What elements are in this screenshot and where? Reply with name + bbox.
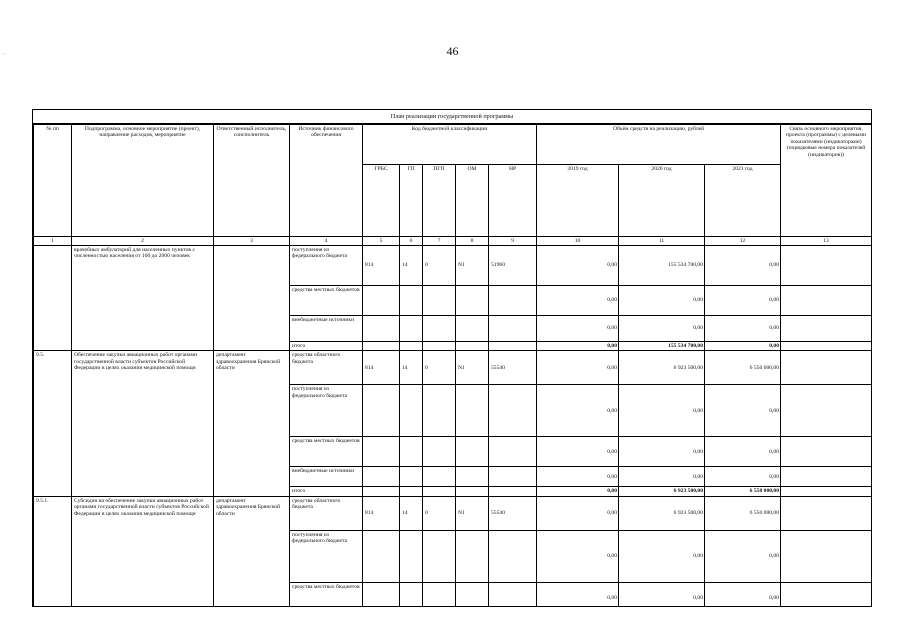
amount-2020: 6 923 500,00 — [619, 351, 705, 385]
code-grbs: 814 — [363, 496, 400, 530]
code-np — [489, 487, 537, 496]
code-gp — [400, 316, 423, 342]
code-gp — [400, 286, 423, 316]
amount-2021: 6 550 000,00 — [705, 496, 781, 530]
funding-source: поступления из федерального бюджета — [290, 530, 363, 582]
code-np: 55540 — [489, 351, 537, 385]
code-om: N1 — [456, 351, 489, 385]
column-number: 6 — [400, 237, 423, 246]
column-number: 5 — [363, 237, 400, 246]
code-grbs — [363, 342, 400, 351]
code-np — [489, 342, 537, 351]
column-number: 8 — [456, 237, 489, 246]
column-numbers-row — [34, 237, 872, 246]
funding-source: итого — [290, 342, 363, 351]
responsible-executor: департамент здравоохранения Брянской области — [214, 496, 290, 607]
header-budget-code: Код бюджетной классификации — [363, 125, 537, 165]
column-number: 9 — [489, 237, 537, 246]
code-om — [456, 467, 489, 487]
code-pgp — [423, 316, 456, 342]
responsible-executor: департамент здравоохранения Брянской области — [214, 351, 290, 496]
page-number: 46 — [446, 44, 459, 58]
code-om — [456, 530, 489, 582]
amount-2019: 0,00 — [537, 467, 619, 487]
code-gp: 14 — [400, 351, 423, 385]
header-2020: 2020 год — [619, 165, 705, 237]
header-om: ОМ — [456, 165, 489, 237]
code-np — [489, 467, 537, 487]
amount-2021: 0,00 — [705, 316, 781, 342]
funding-source: внебюджетные источники — [290, 316, 363, 342]
code-pgp — [423, 467, 456, 487]
code-grbs — [363, 437, 400, 467]
header-gp: ГП — [400, 165, 423, 237]
amount-2019: 0,00 — [537, 385, 619, 437]
amount-2021: 0,00 — [705, 582, 781, 607]
amount-2020: 0,00 — [619, 286, 705, 316]
code-pgp — [423, 342, 456, 351]
measure-name: врачебных амбулаторий для населенных пунктов с численностью населения от 100 до 2000 человек — [72, 246, 214, 351]
indicator-link-cell — [781, 437, 872, 467]
amount-2021: 0,00 — [705, 385, 781, 437]
amount-2019: 0,00 — [537, 530, 619, 582]
amount-2019: 0,00 — [537, 437, 619, 467]
code-gp — [400, 385, 423, 437]
amount-2021: 0,00 — [705, 286, 781, 316]
indicator-link-cell — [781, 246, 872, 286]
header-pgp: ПГП — [423, 165, 456, 237]
indicator-link-cell — [781, 467, 872, 487]
code-pgp — [423, 582, 456, 607]
code-pgp — [423, 286, 456, 316]
amount-2020: 0,00 — [619, 385, 705, 437]
code-np — [489, 437, 537, 467]
header-indicator-link: Связь основного мероприятия, проекта (программы) с целевыми показателями (индикаторами) (порядковые номера показателей (индикаторов)) — [781, 125, 872, 237]
column-number: 10 — [537, 237, 619, 246]
code-pgp: 0 — [423, 246, 456, 286]
code-om: N1 — [456, 496, 489, 530]
code-om — [456, 437, 489, 467]
amount-2020: 6 923 500,00 — [619, 487, 705, 496]
code-gp — [400, 582, 423, 607]
code-gp — [400, 342, 423, 351]
amount-2021: 6 550 000,00 — [705, 351, 781, 385]
amount-2020: 0,00 — [619, 582, 705, 607]
header-grbs: ГРБС — [363, 165, 400, 237]
column-number: 3 — [214, 237, 290, 246]
indicator-link-cell — [781, 487, 872, 496]
column-number: 2 — [72, 237, 214, 246]
column-number: 11 — [619, 237, 705, 246]
indicator-link-cell — [781, 286, 872, 316]
column-number: 4 — [290, 237, 363, 246]
code-om — [456, 316, 489, 342]
measure-name: Обеспечение закупки авиационных работ органами государственной власти субъектов Российской Федерации в целях оказания медицинской помощи — [72, 351, 214, 496]
funding-source: средства местных бюджетов — [290, 582, 363, 607]
indicator-link-cell — [781, 342, 872, 351]
plan-title: План реализации государственной программы — [33, 110, 871, 124]
funding-source: средства местных бюджетов — [290, 286, 363, 316]
indicator-link-cell — [781, 385, 872, 437]
amount-2020: 0,00 — [619, 467, 705, 487]
funding-source: итого — [290, 487, 363, 496]
plan-document — [32, 109, 872, 607]
code-np — [489, 286, 537, 316]
table-row — [34, 351, 872, 385]
code-pgp — [423, 385, 456, 437]
header-responsible: Ответственный исполнитель, соисполнитель — [214, 125, 290, 237]
amount-2020: 155 534 700,00 — [619, 246, 705, 286]
column-number: 7 — [423, 237, 456, 246]
code-om — [456, 487, 489, 496]
amount-2019: 0,00 — [537, 246, 619, 286]
code-pgp: 0 — [423, 351, 456, 385]
amount-2019: 0,00 — [537, 286, 619, 316]
header-source: Источник финансового обеспечения — [290, 125, 363, 237]
code-grbs — [363, 487, 400, 496]
code-gp — [400, 487, 423, 496]
amount-2019: 0,00 — [537, 582, 619, 607]
amount-2021: 6 550 000,00 — [705, 487, 781, 496]
plan-table — [33, 124, 872, 607]
row-number: 9.5.1. — [34, 496, 72, 607]
code-np — [489, 530, 537, 582]
column-number: 13 — [781, 237, 872, 246]
code-grbs — [363, 530, 400, 582]
amount-2021: 0,00 — [705, 246, 781, 286]
code-np — [489, 582, 537, 607]
code-om — [456, 342, 489, 351]
code-om — [456, 385, 489, 437]
row-number: 9.5. — [34, 351, 72, 496]
amount-2019: 0,00 — [537, 351, 619, 385]
header-2019: 2019 год — [537, 165, 619, 237]
amount-2021: 0,00 — [705, 342, 781, 351]
amount-2019: 0,00 — [537, 342, 619, 351]
code-grbs — [363, 286, 400, 316]
code-om — [456, 582, 489, 607]
amount-2021: 0,00 — [705, 437, 781, 467]
amount-2020: 0,00 — [619, 437, 705, 467]
code-gp: 14 — [400, 246, 423, 286]
amount-2020: 0,00 — [619, 530, 705, 582]
code-grbs: 814 — [363, 246, 400, 286]
amount-2020: 6 923 500,00 — [619, 496, 705, 530]
code-gp — [400, 530, 423, 582]
funding-source: средства областного бюджета — [290, 496, 363, 530]
margin-mark: . — [3, 50, 5, 56]
code-grbs — [363, 316, 400, 342]
header-volume: Объём средств на реализацию, рублей — [537, 125, 781, 165]
code-om: N1 — [456, 246, 489, 286]
amount-2019: 0,00 — [537, 487, 619, 496]
amount-2021: 0,00 — [705, 530, 781, 582]
code-gp — [400, 467, 423, 487]
header-no: № пп — [34, 125, 72, 237]
funding-source: поступления из федерального бюджета — [290, 385, 363, 437]
code-pgp — [423, 487, 456, 496]
indicator-link-cell — [781, 530, 872, 582]
code-np: 55540 — [489, 496, 537, 530]
code-grbs: 814 — [363, 351, 400, 385]
column-number: 1 — [34, 237, 72, 246]
indicator-link-cell — [781, 496, 872, 530]
code-pgp: 0 — [423, 496, 456, 530]
indicator-link-cell — [781, 582, 872, 607]
code-np — [489, 316, 537, 342]
code-pgp — [423, 437, 456, 467]
funding-source: поступления из федерального бюджета — [290, 246, 363, 286]
funding-source: внебюджетные источники — [290, 467, 363, 487]
code-om — [456, 286, 489, 316]
column-number: 12 — [705, 237, 781, 246]
header-subprogram: Подпрограмма, основное мероприятие (проект), направление расходов, мероприятие — [72, 125, 214, 237]
code-grbs — [363, 467, 400, 487]
indicator-link-cell — [781, 351, 872, 385]
code-gp — [400, 437, 423, 467]
indicator-link-cell — [781, 316, 872, 342]
amount-2019: 0,00 — [537, 316, 619, 342]
amount-2020: 0,00 — [619, 316, 705, 342]
measure-name: Субсидия на обеспечение закупки авиационных работ органами государственной власти субъектов Российской Федерации в целях оказания медицинской помощи — [72, 496, 214, 607]
funding-source: средства местных бюджетов — [290, 437, 363, 467]
table-row — [34, 496, 872, 530]
code-np: 51960 — [489, 246, 537, 286]
responsible-executor — [214, 246, 290, 351]
header-np: НР — [489, 165, 537, 237]
code-gp: 14 — [400, 496, 423, 530]
amount-2020: 155 534 700,00 — [619, 342, 705, 351]
amount-2021: 0,00 — [705, 467, 781, 487]
table-row — [34, 246, 872, 286]
amount-2019: 0,00 — [537, 496, 619, 530]
funding-source: средства областного бюджета — [290, 351, 363, 385]
code-np — [489, 385, 537, 437]
code-grbs — [363, 385, 400, 437]
code-grbs — [363, 582, 400, 607]
row-number — [34, 246, 72, 351]
code-pgp — [423, 530, 456, 582]
header-2021: 2021 год — [705, 165, 781, 237]
